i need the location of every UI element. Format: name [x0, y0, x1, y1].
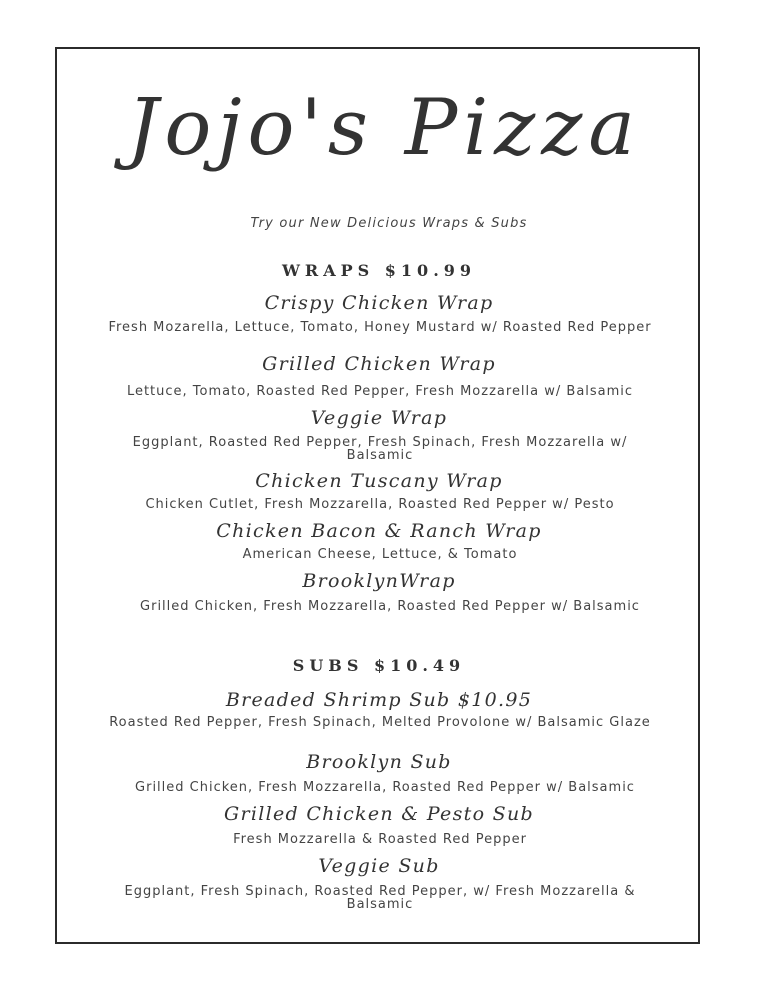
menu-item-title: Chicken Tuscany Wrap: [255, 470, 503, 492]
menu-item-description: American Cheese, Lettuce, & Tomato: [242, 547, 518, 562]
menu-item-title: Grilled Chicken Wrap: [262, 353, 496, 375]
wraps-heading: WRAPS $10.99: [281, 261, 477, 280]
subs-heading: SUBS $10.49: [292, 656, 466, 675]
restaurant-logo: Jojo's Pizza: [127, 83, 641, 173]
tagline: Try our New Delicious Wraps & Subs: [250, 216, 528, 231]
menu-item-description: Eggplant, Fresh Spinach, Roasted Red Pepper, w/ Fresh Mozzarella & Balsamic: [124, 884, 636, 912]
menu-item-description: Chicken Cutlet, Fresh Mozzarella, Roasted Red Pepper w/ Pesto: [145, 497, 615, 512]
menu-item-title: Grilled Chicken & Pesto Sub: [224, 803, 534, 825]
menu-item-description: Fresh Mozzarella & Roasted Red Pepper: [233, 832, 527, 847]
menu-item-description: Fresh Mozarella, Lettuce, Tomato, Honey Mustard w/ Roasted Red Pepper: [108, 320, 652, 335]
menu-item-description: Lettuce, Tomato, Roasted Red Pepper, Fresh Mozzarella w/ Balsamic: [126, 384, 634, 399]
menu-item-title: Veggie Sub: [318, 855, 440, 877]
menu-item-title: Brooklyn Sub: [306, 751, 452, 773]
menu-item-title: Crispy Chicken Wrap: [264, 292, 494, 314]
menu-item-title: BrooklynWrap: [302, 570, 456, 592]
menu-item-description: Roasted Red Pepper, Fresh Spinach, Melted Provolone w/ Balsamic Glaze: [109, 715, 651, 730]
menu-item-title: Chicken Bacon & Ranch Wrap: [216, 520, 542, 542]
menu-item-title: Breaded Shrimp Sub $10.95: [225, 689, 533, 711]
menu-item-description: Grilled Chicken, Fresh Mozzarella, Roasted Red Pepper w/ Balsamic: [135, 780, 635, 795]
menu-item-title: Veggie Wrap: [310, 407, 448, 429]
menu-item-description: Eggplant, Roasted Red Pepper, Fresh Spinach, Fresh Mozzarella w/ Balsamic: [132, 435, 628, 463]
menu-item-description: Grilled Chicken, Fresh Mozzarella, Roasted Red Pepper w/ Balsamic: [140, 599, 640, 614]
